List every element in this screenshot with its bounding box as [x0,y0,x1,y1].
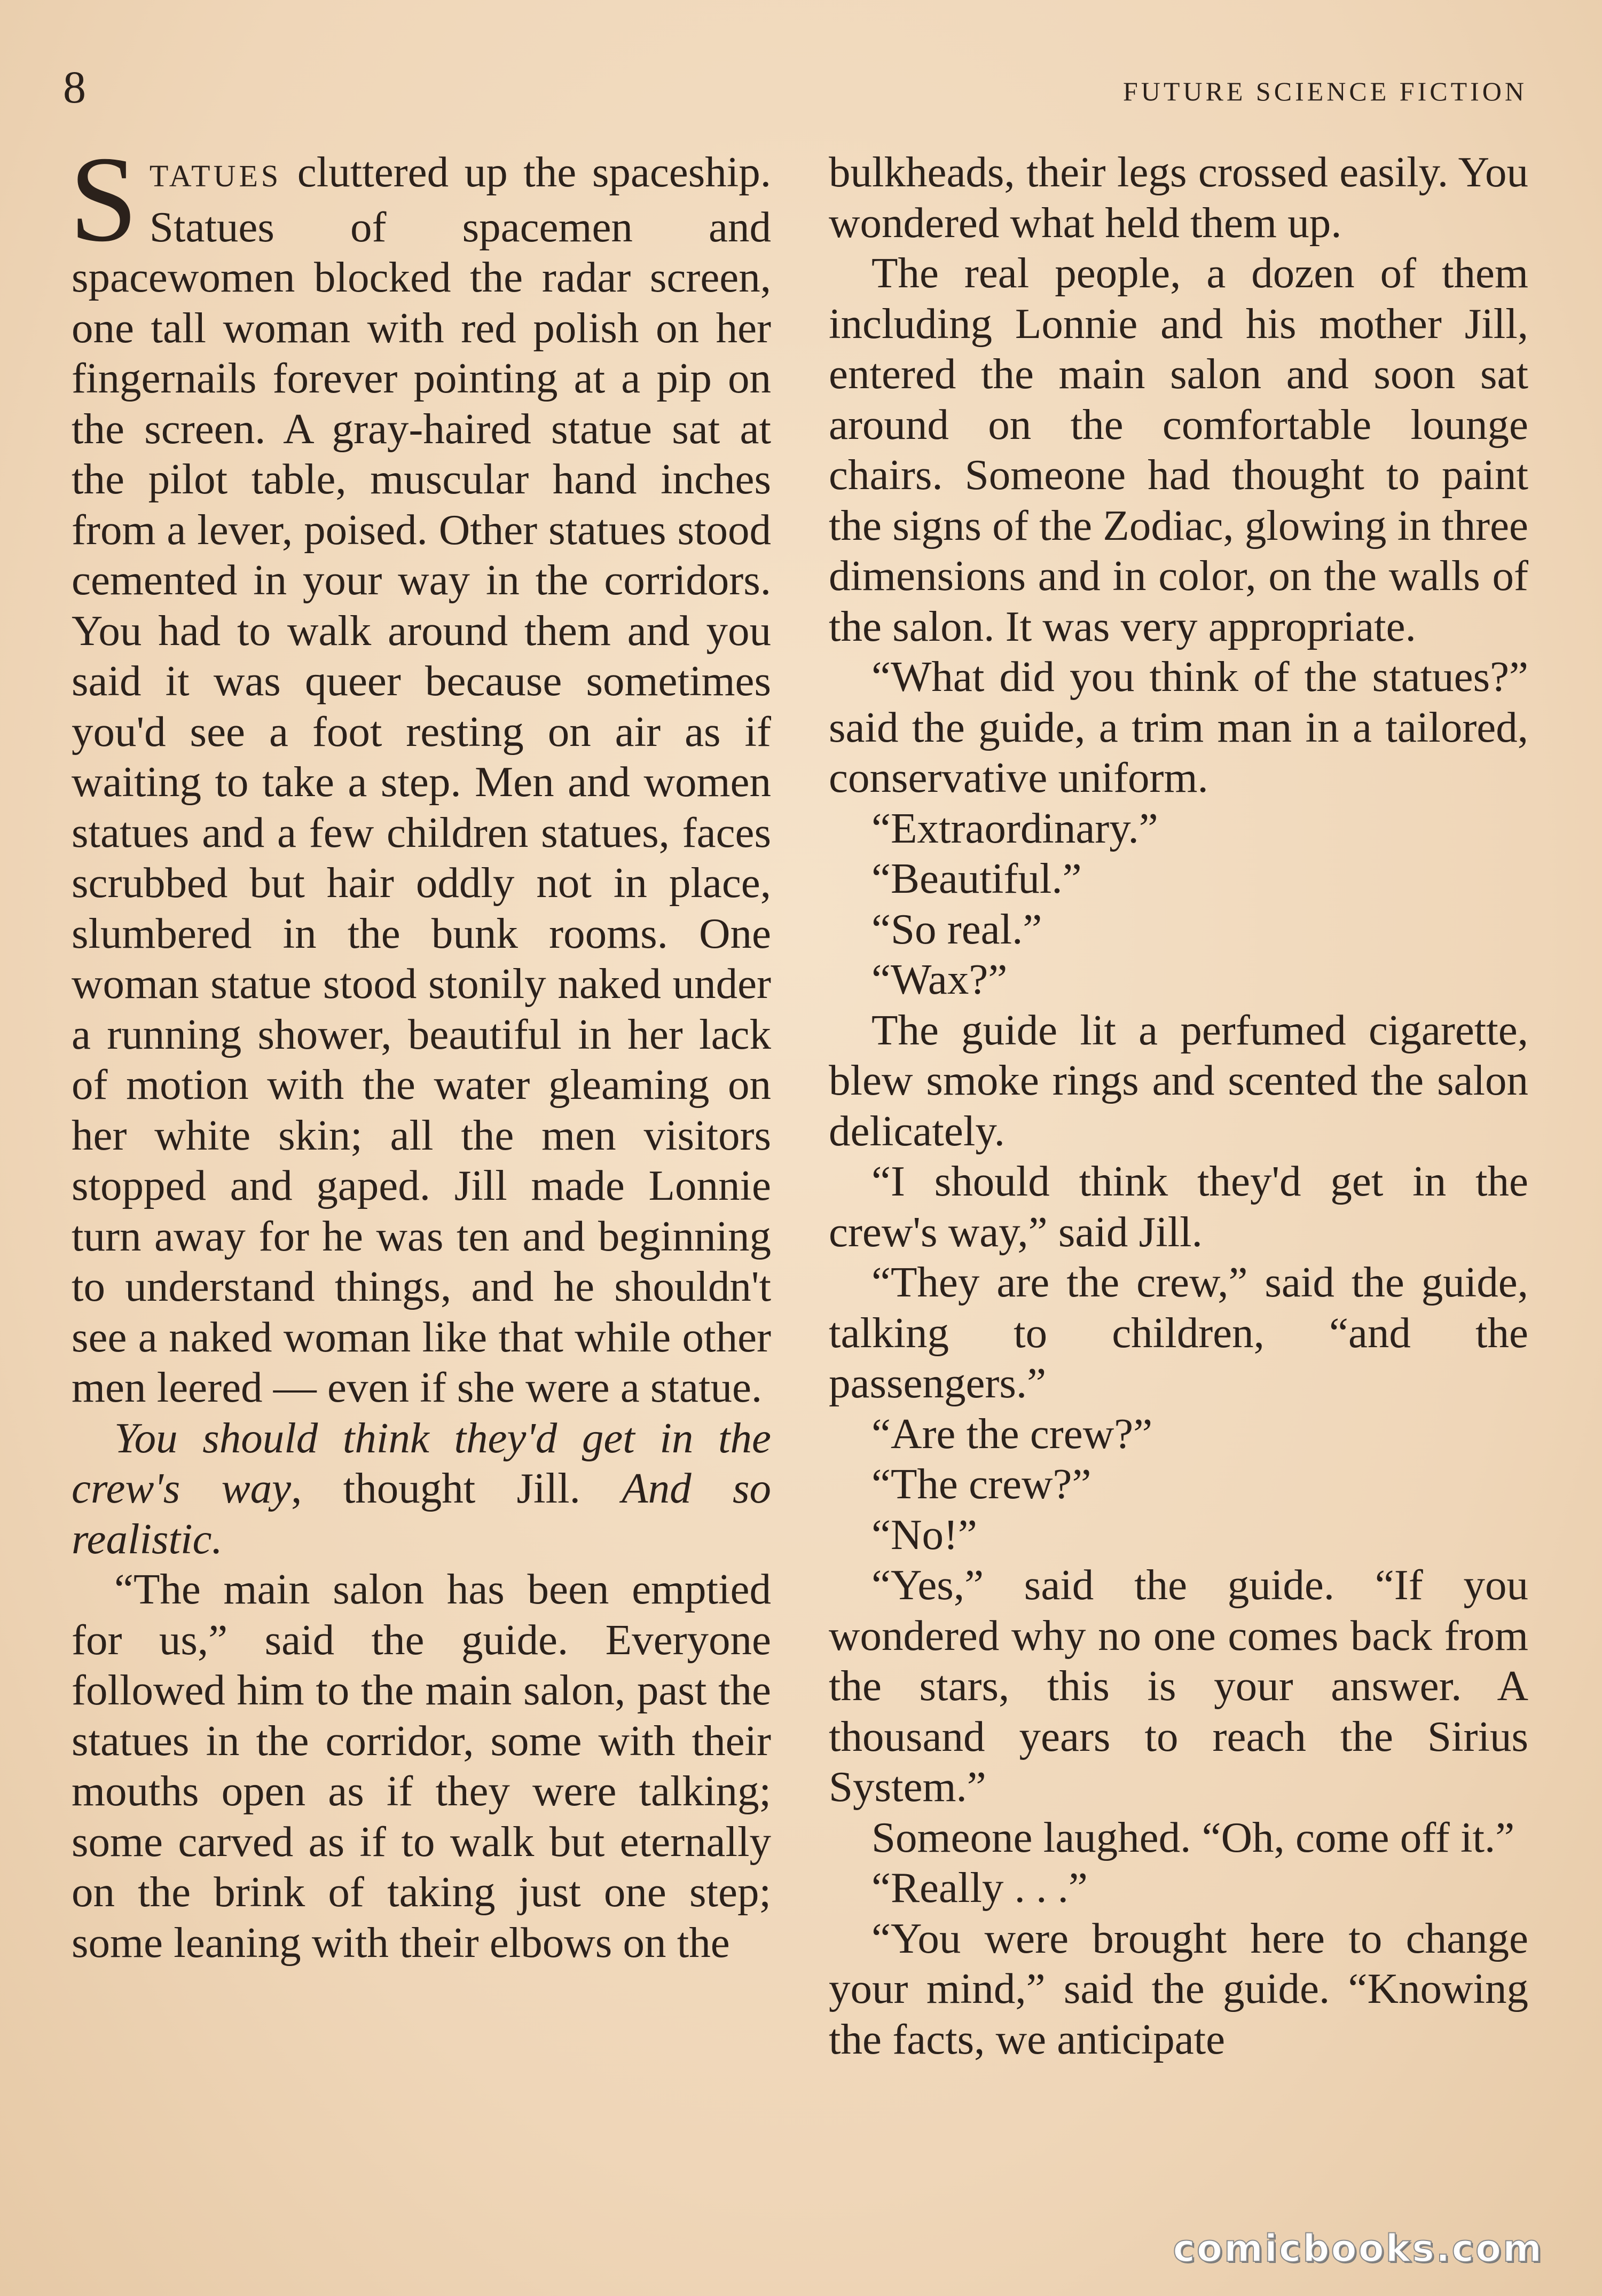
main-salon-paragraph: “The main salon has been emptied for us,” said the guide. Everyone followed him to the main salon, past the statues in the corridor, some with their mouths open as if they were talking; some carved as if to walk but eternally on the brink of taking just one step; some leaning with their elbows on the [72,1565,771,1967]
site-watermark: comicbooks.com [1173,2227,1543,2270]
opening-text: cluttered up the spaceship. Statues of spacemen and spacewomen blocked the radar screen, one tall woman with red polish on her fingernails forever pointing at a pip on the screen. A gray-haired statue sat at the pilot table, muscular hand inches from a lever, poised. Other statues stood cemented in your way in the corridors. You had to walk around them and you said it was queer because sometimes you'd see a foot resting on air as if waiting to take a step. Men and women statues and a few children statues, faces scrubbed but hair oddly not in place, slumbered in the bunk rooms. One woman statue stood stonily naked under a running shower, beautiful in her lack of motion with the water gleaming on her white skin; all the men visitors stopped and gaped. Jill made Lonnie turn away for he was ten and beginning to understand things, and he shouldn't see a naked woman like that while other men leered — even if she were a statue. [72,148,771,1411]
body-paragraph: The real people, a dozen of them including Lonnie and his mother Jill, entered the main salon and soon sat around on the comfortable lounge chairs. Someone had thought to paint the signs of the Zodiac, glowing in three dimensions and in color, on the walls of the salon. It was very appropriate. [829,249,1528,650]
right-column [829,147,1528,2064]
dialogue-line: “Yes,” said the guide. “If you wondered why no one comes back from the stars, this is your answer. A thousand years to reach the Sirius System.” [829,1561,1528,1811]
dialogue-line: Someone laughed. “Oh, come off it.” [871,1813,1515,1861]
dialogue-line: “Wax?” [871,955,1008,1003]
opening-smallcaps: TATUES [149,159,282,193]
dialogue-line: “So real.” [871,905,1042,953]
left-column [69,131,772,1968]
continued-paragraph: bulkheads, their legs crossed easily. You wondered what held them up. [829,148,1528,247]
dialogue-line: “You were brought here to change your mind,” said the guide. “Knowing the facts, we anticipate [829,1914,1528,2063]
page-header [0,58,1602,116]
opening-paragraph [69,131,771,1413]
dialogue-line: “They are the crew,” said the guide, talking to children, “and the passengers.” [829,1258,1528,1407]
body-paragraph: The guide lit a perfumed cigarette, blew smoke rings and scented the salon delicately. [829,1005,1528,1155]
thought-paragraph [72,1413,771,1564]
dialogue-line: “No!” [871,1510,977,1559]
dialogue-line: “Beautiful.” [871,854,1082,902]
dialogue-line: “Are the crew?” [871,1409,1153,1458]
drop-cap: S [69,131,138,267]
dialogue-line: “Really . . .” [871,1863,1088,1912]
page-number: 8 [63,61,86,113]
dialogue-line: “The crew?” [871,1460,1091,1508]
dialogue-line: “I should think they'd get in the crew's way,” said Jill. [829,1157,1528,1256]
thought-plain: , thought Jill. [291,1464,622,1512]
thought-italic-2: And so realistic. [72,1464,772,1563]
dialogue-line: “Extraordinary.” [871,804,1158,852]
thought-italic-1: You should think they'd get in the crew's way [72,1413,771,1512]
dialogue-line: “What did you think of the statues?” said the guide, a trim man in a tailored, conservative uniform. [829,652,1528,801]
running-title: FUTURE SCIENCE FICTION [1122,76,1527,106]
